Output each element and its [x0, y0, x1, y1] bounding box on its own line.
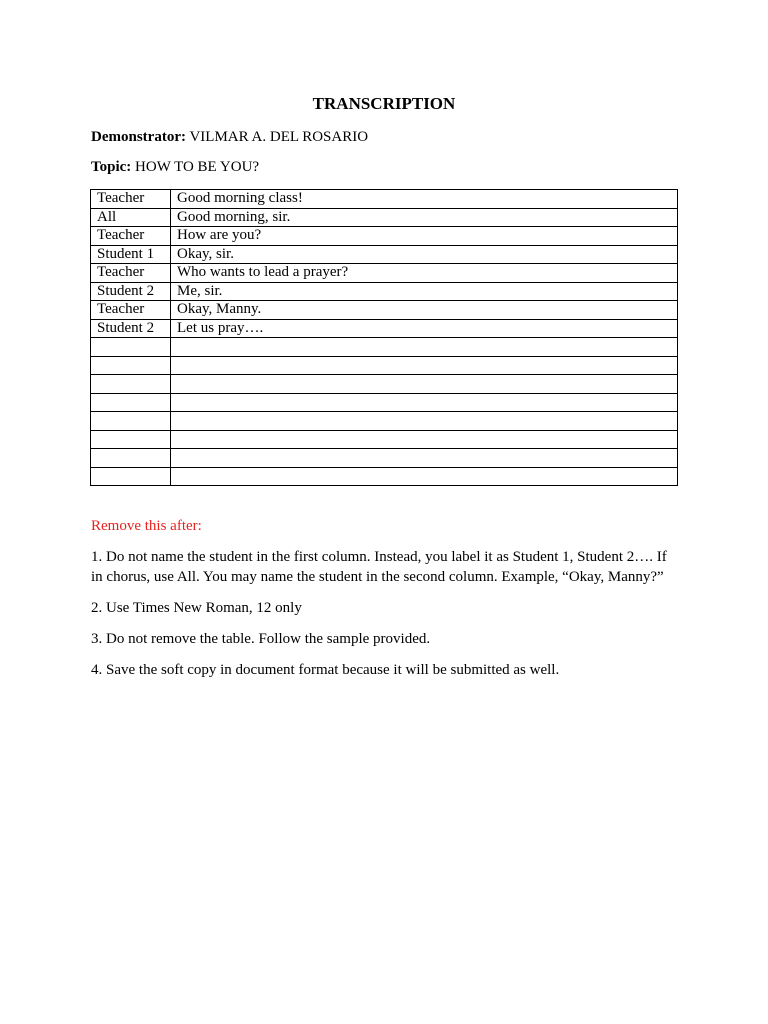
speaker-cell	[91, 356, 171, 375]
transcript-table-body	[91, 190, 678, 486]
table-row	[91, 227, 678, 246]
speaker-cell: Student 1	[91, 245, 171, 264]
utterance-cell	[171, 338, 678, 357]
utterance-cell	[171, 393, 678, 412]
table-row	[91, 338, 678, 357]
instruction-4: 4. Save the soft copy in document format because it will be submitted as well.	[91, 662, 560, 678]
instruction-1: 1. Do not name the student in the first column. Instead, you label it as Student 1, Student 2…. If in chorus, use All. You may name the student in the second column. Example, “Okay, Manny?”	[91, 549, 667, 585]
table-row	[91, 375, 678, 394]
demonstrator-line	[91, 127, 368, 147]
speaker-cell	[91, 412, 171, 431]
speaker-cell	[91, 449, 171, 468]
utterance-cell: Good morning class!	[171, 190, 678, 209]
utterance-cell: Me, sir.	[171, 282, 678, 301]
table-row	[91, 319, 678, 338]
table-row	[91, 393, 678, 412]
instruction-2: 2. Use Times New Roman, 12 only	[91, 600, 302, 616]
table-row	[91, 282, 678, 301]
topic-label: Topic:	[91, 159, 132, 175]
speaker-cell: All	[91, 208, 171, 227]
speaker-cell: Student 2	[91, 319, 171, 338]
table-row	[91, 412, 678, 431]
utterance-cell: Okay, Manny.	[171, 301, 678, 320]
table-row	[91, 264, 678, 283]
topic-value: HOW TO BE YOU?	[135, 159, 260, 175]
utterance-cell: Good morning, sir.	[171, 208, 678, 227]
table-row	[91, 467, 678, 486]
transcript-table	[90, 189, 678, 486]
table-row	[91, 245, 678, 264]
speaker-cell: Teacher	[91, 301, 171, 320]
utterance-cell: Okay, sir.	[171, 245, 678, 264]
instruction-3: 3. Do not remove the table. Follow the sample provided.	[91, 631, 431, 647]
speaker-cell: Student 2	[91, 282, 171, 301]
utterance-cell	[171, 430, 678, 449]
utterance-cell	[171, 449, 678, 468]
speaker-cell: Teacher	[91, 227, 171, 246]
speaker-cell: Teacher	[91, 264, 171, 283]
table-row	[91, 430, 678, 449]
utterance-cell	[171, 356, 678, 375]
table-row	[91, 190, 678, 209]
demonstrator-label: Demonstrator:	[91, 129, 186, 145]
table-row	[91, 449, 678, 468]
speaker-cell	[91, 338, 171, 357]
table-row	[91, 301, 678, 320]
utterance-cell: How are you?	[171, 227, 678, 246]
speaker-cell	[91, 375, 171, 394]
table-row	[91, 208, 678, 227]
utterance-cell: Let us pray….	[171, 319, 678, 338]
utterance-cell: Who wants to lead a prayer?	[171, 264, 678, 283]
remove-note-heading: Remove this after:	[91, 518, 202, 534]
utterance-cell	[171, 412, 678, 431]
speaker-cell	[91, 430, 171, 449]
document-title: TRANSCRIPTION	[312, 94, 456, 113]
demonstrator-value: VILMAR A. DEL ROSARIO	[189, 129, 369, 145]
speaker-cell	[91, 467, 171, 486]
table-row	[91, 356, 678, 375]
topic-line	[91, 157, 259, 177]
utterance-cell	[171, 467, 678, 486]
speaker-cell	[91, 393, 171, 412]
utterance-cell	[171, 375, 678, 394]
speaker-cell: Teacher	[91, 190, 171, 209]
